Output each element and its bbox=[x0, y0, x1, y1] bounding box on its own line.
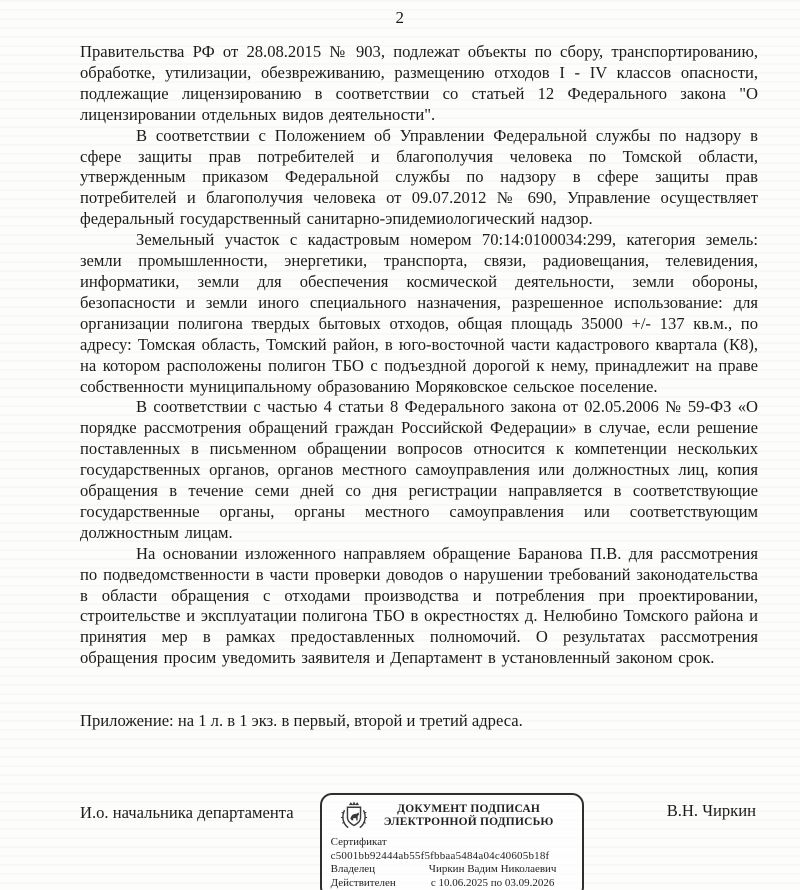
stamp-certificate-label: Сертификат bbox=[330, 836, 387, 848]
stamp-header bbox=[331, 800, 573, 832]
paragraph: Правительства РФ от 28.08.2015 № 903, подлежат объекты по сбору, транспортированию, обработке, утилизации, обезвреживанию, размещению отходов I - IV классов опасности, подлежащие лицензированию в соответствии со статьей 12 Федерального закона "О лицензировании отдельных видов деятельности". bbox=[80, 42, 758, 124]
document-body bbox=[80, 42, 758, 669]
paragraph: Земельный участок с кадастровым номером 70:14:0100034:299, категория земель: земли промышленности, энергетики, транспорта, связи, радиовещания, телевидения, информатики, земли для обеспечения космической деятельности, земли обороны, безопасности и земли иного специального назначения, разрешенное использование: для организации полигона твердых бытовых отходов, общая площадь 35000 +/- 137 кв.м., по адресу: Томская область, Томский район, в юго-восточной части кадастрового квартала (К8), на котором расположены полигон ТБО с подъездной дорогой к нему, принадлежит на праве собственности муниципальному образованию Моряковское сельское поселение. bbox=[80, 230, 758, 396]
stamp-validity-value: с 10.06.2025 по 03.09.2026 bbox=[430, 876, 555, 889]
stamp-owner-label: Владелец bbox=[330, 863, 376, 875]
electronic-signature-stamp bbox=[320, 793, 584, 890]
paragraph: В соответствии с Положением об Управлении Федеральной службы по надзору в сфере защиты прав потребителей и благополучия человека по Томской области, утвержденным приказом Федеральной службы по надзору в сфере защиты прав потребителей и благополучия человека от 09.07.2012 № 690, Управление осуществляет федеральный государственный санитарно-эпидемиологический надзор. bbox=[80, 125, 758, 229]
signer-name: В.Н. Чиркин bbox=[666, 801, 756, 820]
tomsk-coat-of-arms-icon bbox=[339, 800, 369, 832]
stamp-owner-row bbox=[331, 863, 573, 877]
signer-position-title: И.о. начальника департамента bbox=[80, 803, 294, 822]
stamp-title bbox=[369, 803, 573, 829]
signature-block bbox=[0, 793, 800, 890]
paragraph: На основании изложенного направляем обращение Баранова П.В. для рассмотрения по подведомственности в части проверки доводов о нарушении требований законодательства в области обращения с отходами производства и потребления при проектировании, строительстве и эксплуатации полигона ТБО в окрестностях д. Нелюбино Томского района и принятия мер в рамках предоставленных полномочий. О результатах рассмотрения обращения просим уведомить заявителя и Департамент в установленный законом срок. bbox=[80, 543, 758, 668]
stamp-certificate-value: c5001bb92444ab55f5fbbaa5484a04c40605b18f bbox=[330, 849, 550, 862]
stamp-owner-value: Чиркин Вадим Николаевич bbox=[428, 863, 557, 875]
paragraph: В соответствии с частью 4 статьи 8 Федерального закона от 02.05.2006 № 59-ФЗ «О порядке рассмотрения обращений граждан Российской Федерации» в случае, если решение поставленных в письменном обращении вопросов относится к компетенции нескольких государственных органов, органов местного самоуправления или должностных лиц, копия обращения в течение семи дней со дня регистрации направляется в соответствующие государственные органы, органы местного самоуправления или соответствующим должностным лицам. bbox=[80, 397, 758, 542]
stamp-validity-label: Действителен bbox=[330, 876, 396, 889]
page-number: 2 bbox=[395, 8, 405, 27]
stamp-validity-row bbox=[331, 877, 573, 890]
attachment-line: Приложение: на 1 л. в 1 экз. в первый, второй и третий адреса. bbox=[80, 711, 523, 731]
stamp-title-line1: ДОКУМЕНТ ПОДПИСАН bbox=[397, 803, 541, 815]
stamp-title-line2: ЭЛЕКТРОННОЙ ПОДПИСЬЮ bbox=[383, 816, 554, 828]
